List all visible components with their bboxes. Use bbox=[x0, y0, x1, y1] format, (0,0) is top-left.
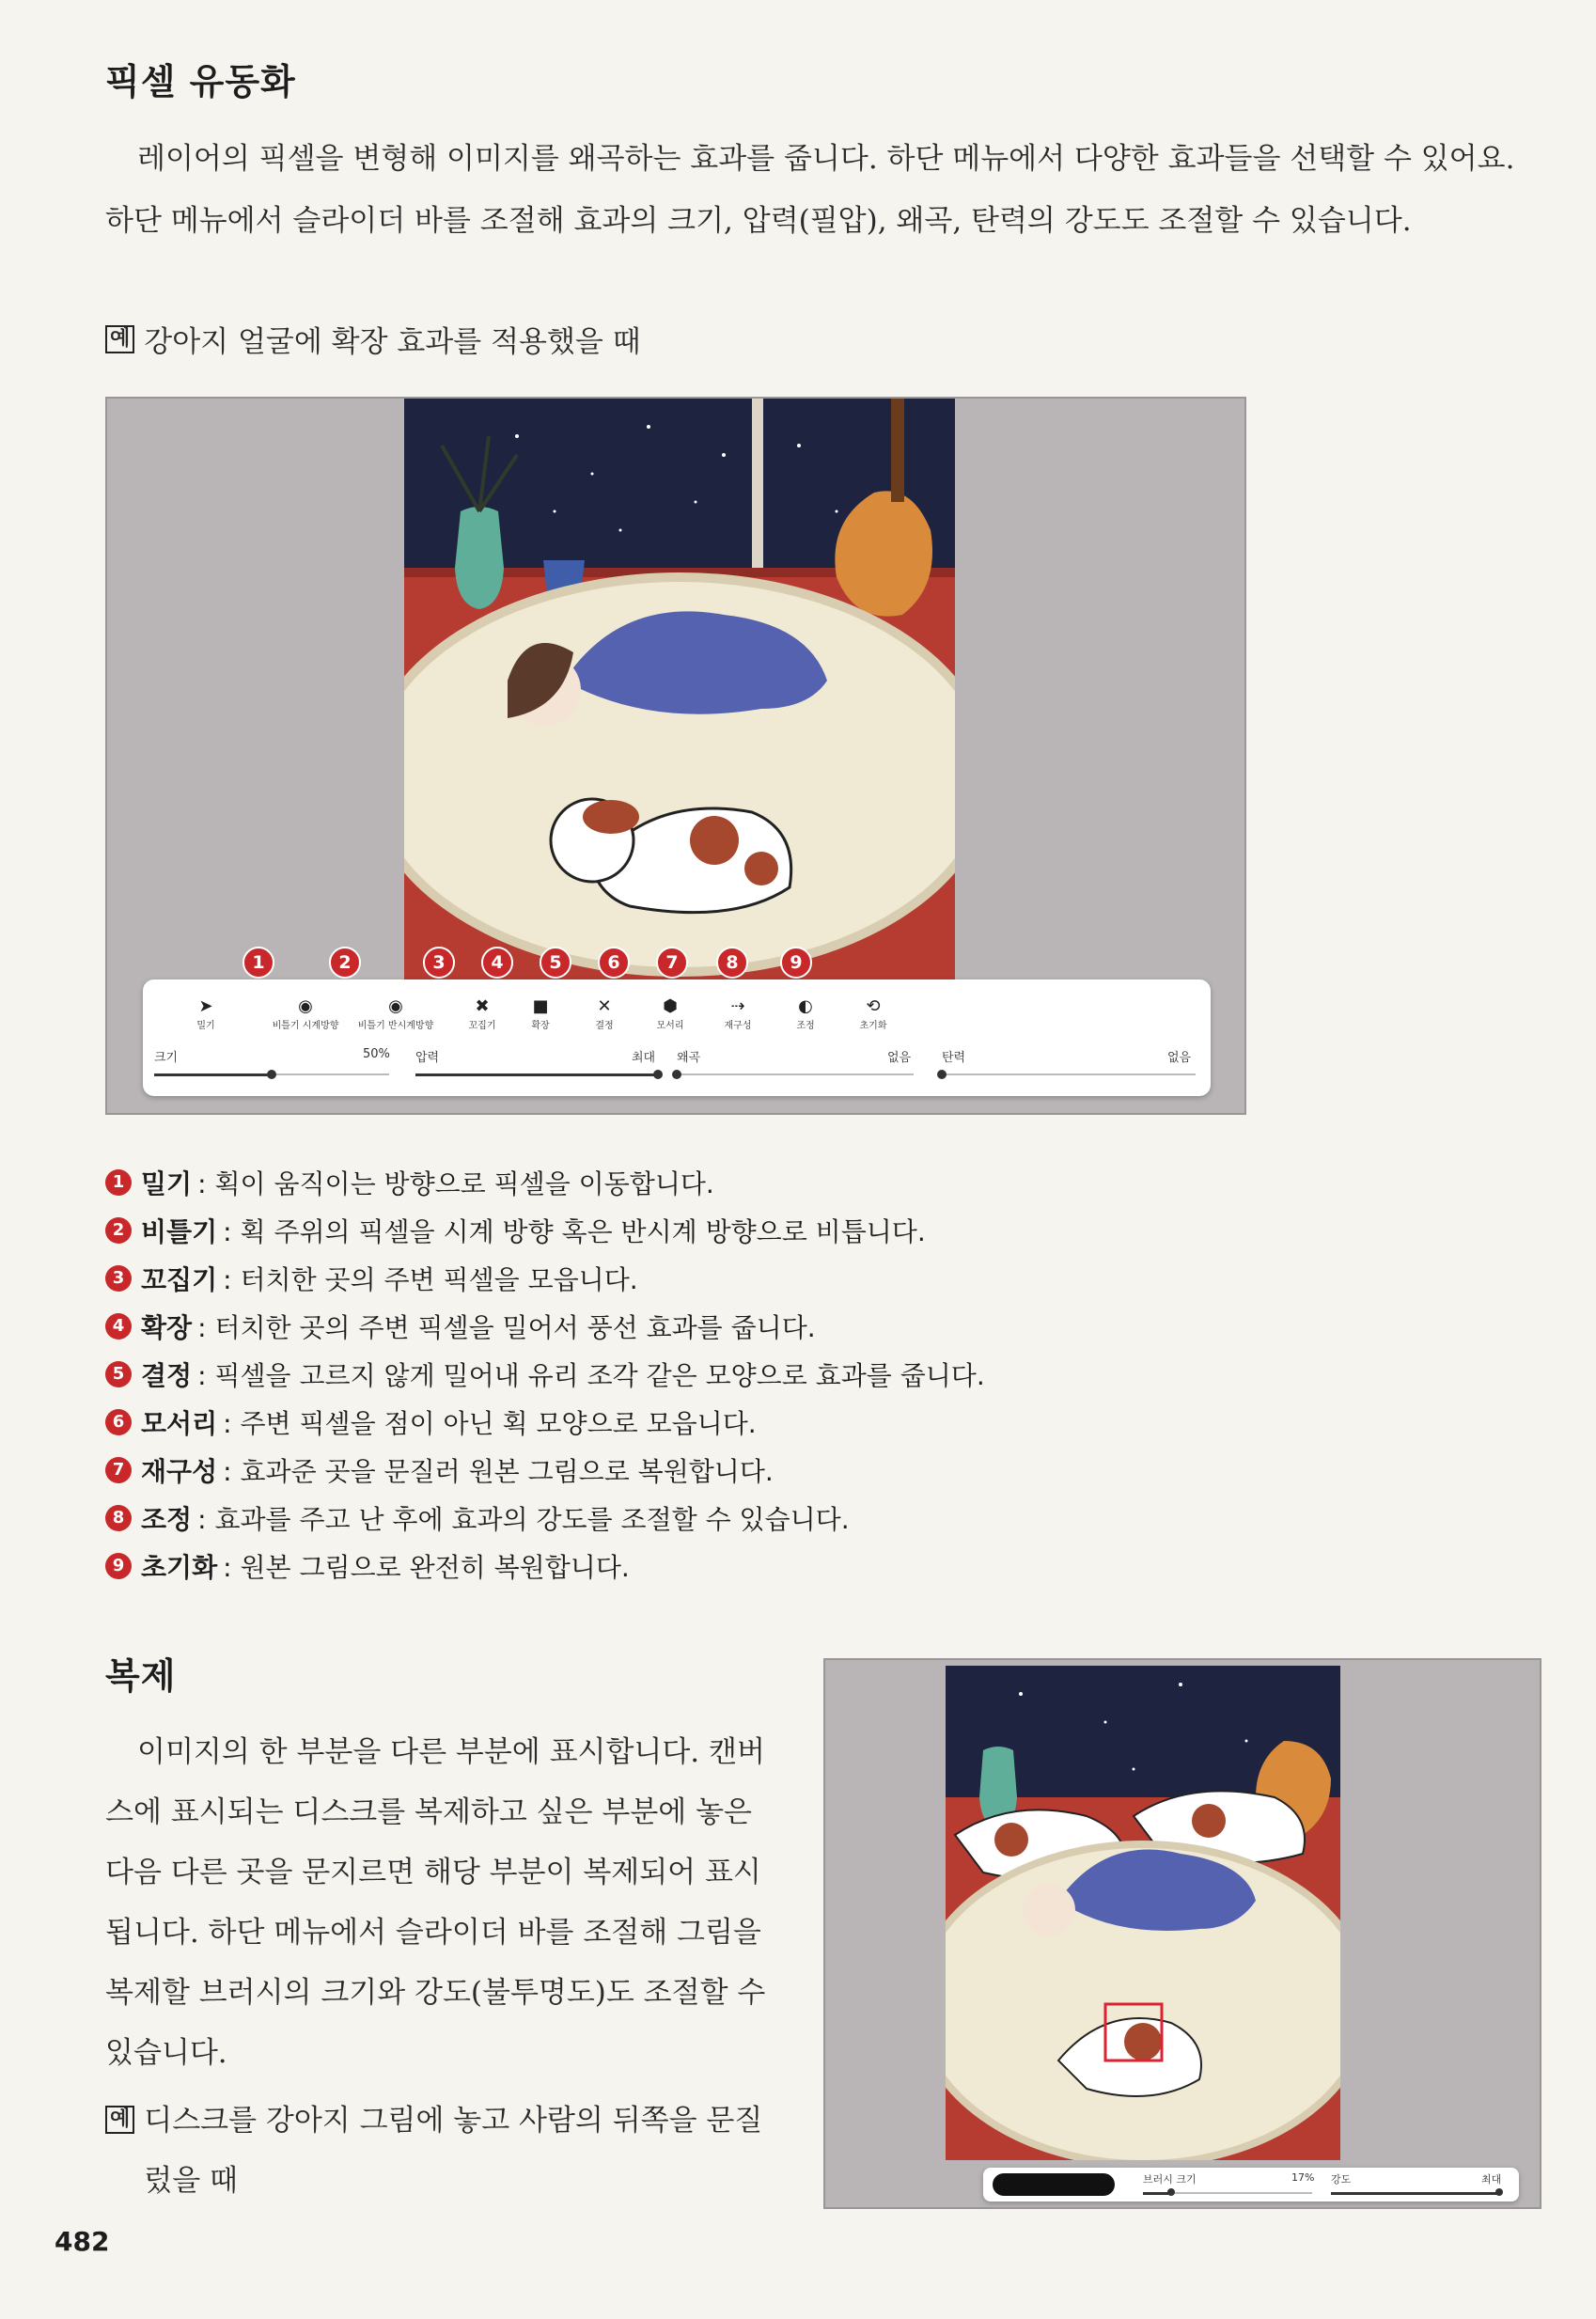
page-number: 482 bbox=[55, 2226, 110, 2257]
example-text: 강아지 얼굴에 확장 효과를 적용했을 때 bbox=[144, 325, 641, 359]
pressure-slider-value: 최대 bbox=[632, 1051, 656, 1065]
strength-value: 최대 bbox=[1481, 2173, 1502, 2186]
dog-spot bbox=[690, 816, 739, 865]
distortion-slider-track[interactable] bbox=[677, 1073, 914, 1075]
tool-label: 확장 bbox=[531, 1021, 550, 1031]
desc-item-9 bbox=[105, 1547, 630, 1585]
brush-size-knob[interactable] bbox=[1167, 2188, 1175, 2196]
tool-label: 비틀기 반시계방향 bbox=[357, 1021, 434, 1031]
liquify-artwork bbox=[404, 399, 955, 1006]
momentum-slider-value: 없음 bbox=[1167, 1051, 1192, 1065]
tool-label: 모서리 bbox=[656, 1021, 684, 1031]
twirl-left-icon: ◉ bbox=[388, 996, 403, 1016]
expand-icon: ■ bbox=[532, 996, 549, 1016]
strength-fill bbox=[1331, 2192, 1500, 2195]
desc-text: : 픽셀을 고르지 않게 밀어내 유리 조각 같은 모양으로 효과를 줍니다. bbox=[197, 1360, 985, 1391]
marker-8: 8 bbox=[716, 947, 748, 979]
pressure-slider-knob[interactable] bbox=[653, 1070, 663, 1079]
marker-1: 1 bbox=[243, 947, 274, 979]
adjust-icon: ◐ bbox=[798, 996, 813, 1016]
pinch-icon: ✖ bbox=[475, 996, 490, 1016]
clone-artwork bbox=[946, 1666, 1340, 2160]
desc-number: 8 bbox=[105, 1505, 132, 1531]
distortion-slider-label: 왜곡 bbox=[677, 1051, 701, 1065]
desc-term: 꼬집기 bbox=[141, 1264, 218, 1295]
pressure-slider-fill bbox=[415, 1073, 658, 1076]
desc-item-7 bbox=[105, 1451, 774, 1489]
desc-number: 3 bbox=[105, 1265, 132, 1292]
desc-text: : 주변 픽셀을 점이 아닌 획 모양으로 모읍니다. bbox=[223, 1408, 757, 1439]
tool-label: 조정 bbox=[796, 1021, 815, 1031]
marker-2: 2 bbox=[329, 947, 361, 979]
example-badge: 예 bbox=[105, 2106, 134, 2134]
desc-number: 5 bbox=[105, 1361, 132, 1387]
tool-label: 초기화 bbox=[859, 1021, 887, 1031]
marker-5: 5 bbox=[540, 947, 571, 979]
edge-icon: ⬢ bbox=[663, 996, 678, 1016]
desc-number: 1 bbox=[105, 1169, 132, 1196]
window-frame bbox=[752, 399, 763, 577]
desc-text: : 터치한 곳의 주변 픽셀을 밀어서 풍선 효과를 줍니다. bbox=[197, 1312, 816, 1343]
desc-term: 확장 bbox=[141, 1312, 193, 1343]
momentum-slider-knob[interactable] bbox=[937, 1070, 947, 1079]
liquify-toolbar bbox=[143, 979, 1211, 1096]
marker-6: 6 bbox=[598, 947, 630, 979]
tool-reset[interactable] bbox=[821, 996, 925, 1031]
dog-spot bbox=[1124, 2023, 1162, 2060]
twirl-right-icon: ◉ bbox=[298, 996, 313, 1016]
dog-ear bbox=[583, 800, 639, 834]
guitar-neck bbox=[891, 399, 904, 502]
liquify-description: 레이어의 픽셀을 변형해 이미지를 왜곡하는 효과를 줍니다. 하단 메뉴에서 다양한 효과들을 선택할 수 있어요. 하단 메뉴에서 슬라이더 바를 조절해 효과의 크기, 압력(필압), 왜곡, 탄력의 강도도 조절할 수 있습니다. bbox=[105, 142, 1515, 238]
section-title-clone: 복제 bbox=[105, 1655, 177, 1697]
desc-item-8 bbox=[105, 1499, 850, 1537]
size-slider-knob[interactable] bbox=[267, 1070, 276, 1079]
distortion-slider-value: 없음 bbox=[887, 1051, 912, 1065]
desc-term: 초기화 bbox=[141, 1552, 218, 1583]
strength-knob[interactable] bbox=[1495, 2188, 1503, 2196]
size-slider-fill bbox=[154, 1073, 272, 1076]
desc-number: 2 bbox=[105, 1217, 132, 1244]
pressure-slider-label: 압력 bbox=[415, 1051, 440, 1065]
tool-label: 결정 bbox=[595, 1021, 614, 1031]
desc-term: 밀기 bbox=[141, 1168, 193, 1199]
dog-spot bbox=[744, 852, 778, 885]
tool-label: 꼬집기 bbox=[468, 1021, 496, 1031]
example-badge: 예 bbox=[105, 325, 134, 353]
size-slider-value: 50% bbox=[363, 1047, 390, 1061]
push-icon: ➤ bbox=[198, 996, 213, 1016]
desc-text: : 획 주위의 픽셀을 시계 방향 혹은 반시계 방향으로 비틉니다. bbox=[223, 1216, 926, 1247]
tool-label: 재구성 bbox=[724, 1021, 752, 1031]
desc-number: 4 bbox=[105, 1313, 132, 1340]
marker-7: 7 bbox=[656, 947, 688, 979]
desc-term: 결정 bbox=[141, 1360, 193, 1391]
tool-label: 밀기 bbox=[196, 1021, 215, 1031]
desc-item-4 bbox=[105, 1308, 816, 1345]
liquify-screenshot bbox=[105, 397, 1246, 1115]
tool-push[interactable] bbox=[154, 996, 258, 1031]
desc-number: 7 bbox=[105, 1457, 132, 1483]
momentum-slider-label: 탄력 bbox=[942, 1051, 966, 1065]
redacted-bar bbox=[993, 2173, 1115, 2196]
desc-text: : 효과준 곳을 문질러 원본 그림으로 복원합니다. bbox=[223, 1456, 774, 1487]
desc-term: 조정 bbox=[141, 1504, 193, 1535]
clone-screenshot bbox=[823, 1658, 1541, 2209]
clone-toolbar bbox=[983, 2168, 1519, 2201]
desc-item-1 bbox=[105, 1164, 714, 1201]
desc-number: 9 bbox=[105, 1553, 132, 1579]
desc-term: 모서리 bbox=[141, 1408, 218, 1439]
brush-size-label: 브러시 크기 bbox=[1143, 2173, 1197, 2186]
dog-spot bbox=[994, 1823, 1028, 1857]
tool-label: 비틀기 시계방향 bbox=[272, 1021, 339, 1031]
desc-term: 재구성 bbox=[141, 1456, 218, 1487]
desc-item-6 bbox=[105, 1403, 757, 1441]
reset-icon: ⟲ bbox=[866, 996, 881, 1016]
dog-spot bbox=[1192, 1804, 1226, 1838]
desc-text: : 원본 그림으로 완전히 복원합니다. bbox=[223, 1552, 630, 1583]
reconstruct-icon: ⇢ bbox=[730, 996, 745, 1016]
marker-3: 3 bbox=[423, 947, 455, 979]
vase bbox=[455, 507, 504, 609]
size-slider-label: 크기 bbox=[154, 1051, 179, 1065]
desc-item-2 bbox=[105, 1212, 926, 1249]
desc-term: 비틀기 bbox=[141, 1216, 218, 1247]
desc-item-3 bbox=[105, 1260, 638, 1297]
brush-size-value: 17% bbox=[1291, 2171, 1315, 2184]
desc-text: : 획이 움직이는 방향으로 픽셀을 이동합니다. bbox=[197, 1168, 714, 1199]
marker-4: 4 bbox=[481, 947, 513, 979]
desc-text: : 터치한 곳의 주변 픽셀을 모읍니다. bbox=[223, 1264, 638, 1295]
strength-label: 강도 bbox=[1331, 2173, 1352, 2186]
clone-example bbox=[105, 2091, 782, 2211]
marker-9: 9 bbox=[780, 947, 812, 979]
example-text: 디스크를 강아지 그림에 놓고 사람의 뒤쪽을 문질렀을 때 bbox=[144, 2104, 763, 2198]
desc-text: : 효과를 주고 난 후에 효과의 강도를 조절할 수 있습니다. bbox=[197, 1504, 850, 1535]
section-title-liquify: 픽셀 유동화 bbox=[105, 61, 296, 102]
momentum-slider-track[interactable] bbox=[942, 1073, 1196, 1075]
liquify-example bbox=[105, 318, 641, 360]
crystals-icon: ✕ bbox=[597, 996, 612, 1016]
desc-number: 6 bbox=[105, 1409, 132, 1435]
clone-description: 이미지의 한 부분을 다른 부분에 표시합니다. 캔버스에 표시되는 디스크를 복제하고 싶은 부분에 놓은 다음 다른 곳을 문지르면 해당 부분이 복제되어 표시됩니다. 하단 메뉴에서 슬라이더 바를 조절해 그림을 복제할 브러시의 크기와 강도(불투명도)도 조절할 수 있습니다. bbox=[105, 1735, 766, 2070]
distortion-slider-knob[interactable] bbox=[672, 1070, 681, 1079]
person-head bbox=[1023, 1884, 1075, 1936]
tool-twirl-right[interactable] bbox=[254, 996, 357, 1031]
desc-item-5 bbox=[105, 1355, 985, 1393]
